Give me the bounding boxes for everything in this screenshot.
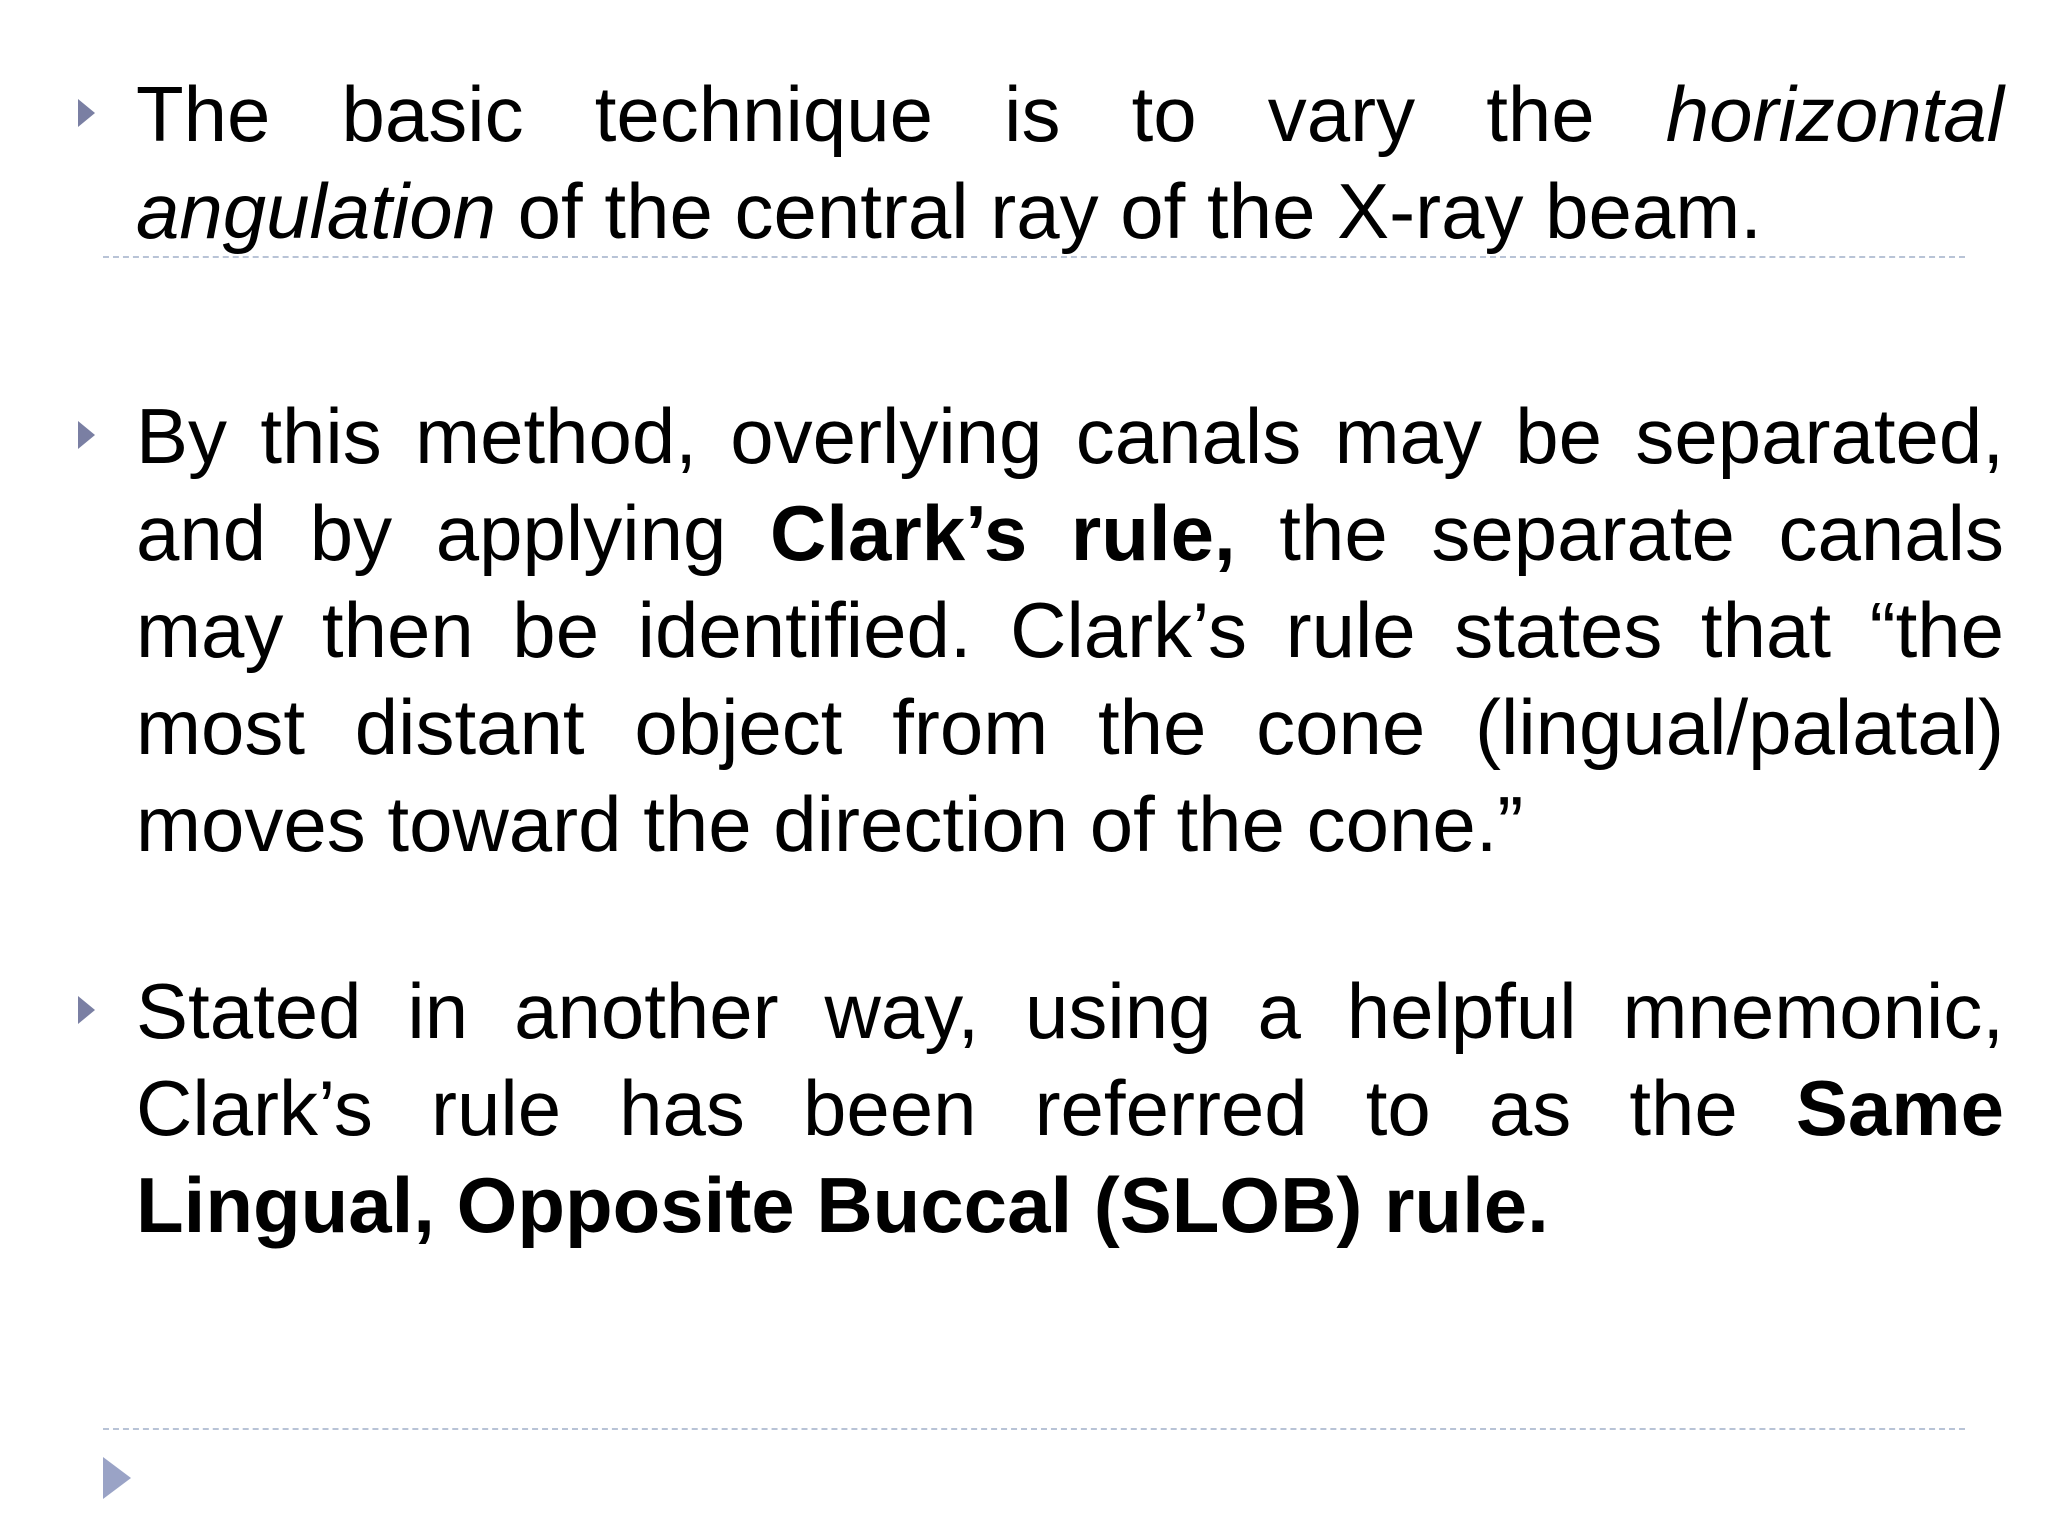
bold-term: Clark’s rule, xyxy=(770,489,1236,577)
text-span: Clark’s rule has been referred to as the xyxy=(136,1064,1796,1152)
bullet-paragraph-2 xyxy=(136,388,2004,873)
text-span: of the central ray of the X-ray beam. xyxy=(496,167,1762,255)
paragraph-line xyxy=(136,1060,2004,1157)
paragraph-line xyxy=(136,163,2004,260)
text-span: the separate canals xyxy=(1235,489,2004,577)
paragraph-line xyxy=(136,485,2004,582)
dashed-divider xyxy=(103,1428,1965,1430)
triangle-bullet-icon xyxy=(78,421,95,449)
text-span: moves toward the direction of the cone.” xyxy=(136,780,1524,868)
paragraph-line xyxy=(136,66,2004,163)
text-span: and by applying xyxy=(136,489,770,577)
paragraph-line xyxy=(136,776,2004,873)
bullet-paragraph-3 xyxy=(136,963,2004,1254)
italic-term: horizontal xyxy=(1665,70,2004,158)
corner-arrow-icon xyxy=(103,1457,131,1499)
italic-term: angulation xyxy=(136,167,496,255)
paragraph-line xyxy=(136,582,2004,679)
triangle-bullet-icon xyxy=(78,99,95,127)
bullet-paragraph-1 xyxy=(136,66,2004,260)
text-span: By this method, overlying canals may be separated, xyxy=(136,392,2004,480)
paragraph-line xyxy=(136,388,2004,485)
text-span: The basic technique is to vary the xyxy=(136,70,1666,158)
text-span: most distant object from the cone (lingual/palatal) xyxy=(136,683,2004,771)
dashed-divider xyxy=(103,256,1965,258)
paragraph-line xyxy=(136,679,2004,776)
paragraph-line xyxy=(136,1157,2004,1254)
paragraph-line xyxy=(136,963,2004,1060)
bold-term: Same xyxy=(1795,1064,2004,1152)
text-span: Stated in another way, using a helpful mnemonic, xyxy=(136,967,2004,1055)
triangle-bullet-icon xyxy=(78,996,95,1024)
bold-term: Lingual, Opposite Buccal (SLOB) rule. xyxy=(136,1161,1549,1249)
text-span: may then be identified. Clark’s rule states that “the xyxy=(136,586,2004,674)
